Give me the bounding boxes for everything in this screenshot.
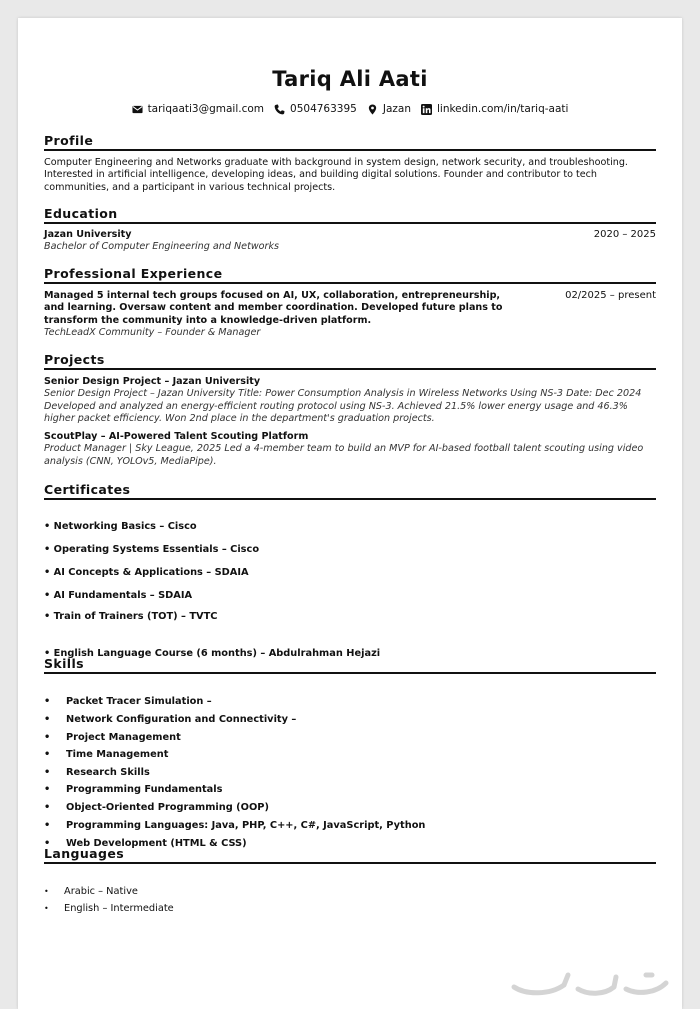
languages-section: Languages • Arabic – Native • English – Intermediate	[44, 846, 656, 916]
certificates-section	[44, 482, 656, 662]
project-desc: Senior Design Project – Jazan University Title: Power Consumption Analysis in Wireless Networks Using NS-3 Date: Dec 2024 Developed and analyzed an energy-efficient routing protocol using NS-3. Achieved 21.5% lower energy usage and 46.3% higher packet efficiency. Won 2nd place in the department's graduation projects.	[44, 388, 642, 424]
resume-page	[18, 18, 682, 1009]
skill-item: • Object-Oriented Programming (OOP)	[44, 802, 269, 813]
contact-linkedin[interactable]	[421, 103, 568, 115]
certificate-item: • AI Concepts & Applications – SDAIA	[44, 567, 249, 578]
certificate-item: • English Language Course (6 months) – Abdulrahman Hejazi	[44, 648, 381, 659]
school-name: Jazan University	[44, 229, 132, 240]
phone-text: 0504763395	[290, 103, 357, 115]
skill-item: • Network Configuration and Connectivity –	[44, 714, 297, 725]
experience-dates: 02/2025 – present	[565, 290, 656, 301]
project-item	[44, 431, 656, 468]
section-title-experience: Professional Experience	[44, 266, 656, 284]
email-text: tariqaati3@gmail.com	[147, 103, 265, 115]
profile-section	[44, 133, 656, 194]
certificate-item: • Operating Systems Essentials – Cisco	[44, 544, 260, 555]
project-name: ScoutPlay – AI-Powered Talent Scouting Platform	[44, 431, 309, 443]
certificate-item: • Networking Basics – Cisco	[44, 521, 197, 532]
skill-item: • Packet Tracer Simulation –	[44, 696, 212, 707]
location-text: Jazan	[382, 103, 411, 115]
experience-summary: Managed 5 internal tech groups focused on AI, UX, collaboration, entrepreneurship, and learning. Oversaw content and member coordination. Developed future plans to transform the community into a knowledge-driven platform.	[44, 290, 503, 326]
linkedin-icon	[421, 104, 432, 115]
section-title-certificates: Certificates	[44, 482, 656, 500]
linkedin-text: linkedin.com/in/tariq-aati	[436, 103, 569, 115]
skill-item: • Time Management	[44, 749, 169, 760]
skill-item: • Programming Languages: Java, PHP, C++, C#, JavaScript, Python	[44, 820, 426, 831]
contact-email[interactable]	[132, 103, 264, 115]
envelope-icon	[132, 104, 143, 115]
experience-section	[44, 266, 656, 339]
section-title-profile: Profile	[44, 133, 656, 151]
certificate-item: • AI Fundamentals – SDAIA	[44, 590, 193, 601]
watermark-logo	[506, 969, 676, 999]
contact-phone[interactable]	[274, 103, 357, 115]
phone-icon	[274, 104, 285, 115]
section-title-skills: Skills	[44, 656, 656, 674]
experience-org: TechLeadX Community – Founder & Manager	[44, 326, 261, 338]
section-title-education: Education	[44, 206, 656, 224]
skill-item: • Programming Fundamentals	[44, 784, 223, 795]
location-pin-icon	[367, 104, 378, 115]
candidate-name: Tariq Ali Aati	[272, 67, 428, 91]
profile-text: Computer Engineering and Networks graduate with background in system design, network security, and troubleshooting. Interested in artificial intelligence, developing ideas, and building digital solutions. Founder and contributor to tech communities, and a participant in various technical projects.	[44, 157, 628, 193]
skill-item: • Web Development (HTML & CSS)	[44, 838, 247, 849]
project-item	[44, 376, 656, 425]
projects-section	[44, 352, 656, 468]
education-section	[44, 206, 656, 254]
project-name: Senior Design Project – Jazan University	[44, 376, 261, 387]
skill-item: • Research Skills	[44, 767, 150, 778]
certificate-item: • Train of Trainers (TOT) – TVTC	[44, 611, 218, 622]
education-dates: 2020 – 2025	[593, 229, 656, 240]
contact-location	[367, 103, 411, 115]
skills-section	[44, 656, 656, 856]
section-title-projects: Projects	[44, 352, 656, 370]
project-desc: Product Manager | Sky League, 2025 Led a 4-member team to build an MVP for AI-based football talent scouting using video analysis (CNN, YOLOv5, MediaPipe).	[44, 443, 644, 467]
contact-bar	[44, 103, 656, 115]
skill-item: • Project Management	[44, 732, 181, 743]
section-title-languages: Languages	[44, 846, 656, 864]
degree-name: Bachelor of Computer Engineering and Networks	[44, 241, 280, 253]
